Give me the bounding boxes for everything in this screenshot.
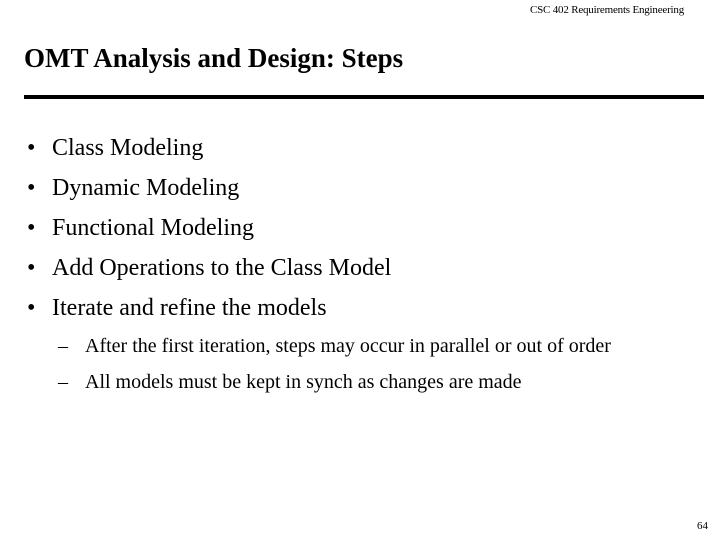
bullet-item (24, 293, 391, 333)
bullet-marker: • (27, 255, 36, 281)
bullet-text: Add Operations to the Class Model (52, 255, 392, 281)
title-divider (24, 95, 704, 99)
sub-bullet-text: All models must be kept in synch as changes are made (85, 371, 522, 393)
bullet-marker: • (27, 175, 36, 201)
bullet-item (24, 173, 391, 213)
slide-title: OMT Analysis and Design: Steps (24, 43, 404, 73)
bullet-text: Iterate and refine the models (52, 295, 327, 321)
bullet-text: Functional Modeling (52, 215, 254, 241)
sub-bullet-item (58, 334, 625, 358)
bullet-marker: • (27, 215, 36, 241)
sub-bullet-list (58, 334, 625, 406)
dash-marker: – (58, 371, 68, 393)
bullet-marker: • (27, 135, 36, 161)
bullet-text: Class Modeling (52, 135, 204, 161)
bullet-item (24, 213, 391, 253)
dash-marker: – (58, 335, 68, 357)
page-number: 64 (697, 520, 708, 532)
bullet-list (24, 133, 391, 333)
bullet-marker: • (27, 295, 36, 321)
sub-bullet-item (58, 370, 625, 394)
bullet-text: Dynamic Modeling (52, 175, 240, 201)
sub-bullet-text: After the first iteration, steps may occur in parallel or out of order (85, 335, 611, 357)
course-header: CSC 402 Requirements Engineering (530, 4, 684, 16)
bullet-item (24, 253, 391, 293)
bullet-item (24, 133, 391, 173)
